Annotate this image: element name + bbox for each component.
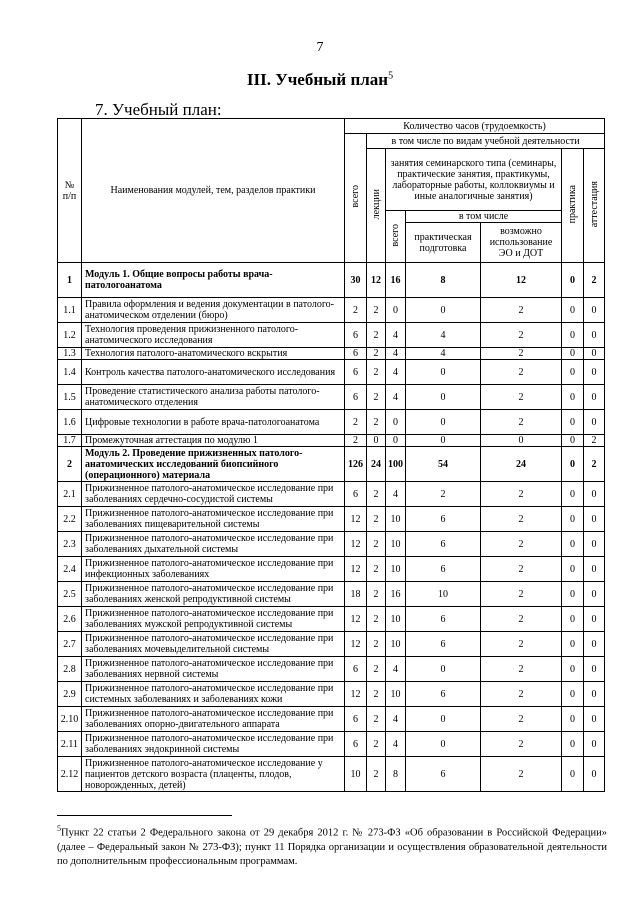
row-practical: 0 bbox=[406, 435, 481, 447]
table-row bbox=[58, 607, 605, 632]
row-distance: 2 bbox=[481, 410, 562, 435]
row-attestation: 0 bbox=[584, 385, 605, 410]
row-practice: 0 bbox=[562, 707, 584, 732]
row-lectures: 2 bbox=[367, 732, 386, 757]
row-total: 12 bbox=[345, 682, 367, 707]
row-seminar-total: 4 bbox=[386, 707, 406, 732]
footnote-marker: 5 bbox=[57, 824, 61, 833]
row-lectures: 2 bbox=[367, 298, 386, 323]
row-seminar-total: 10 bbox=[386, 507, 406, 532]
row-practice: 0 bbox=[562, 435, 584, 447]
row-name: Прижизненное патолого-анатомическое исследование при заболеваниях женской репродуктивной системы bbox=[82, 582, 345, 607]
row-num: 2 bbox=[58, 447, 82, 482]
row-num: 2.1 bbox=[58, 482, 82, 507]
row-lectures: 2 bbox=[367, 632, 386, 657]
row-name: Прижизненное патолого-анатомическое исследование при заболеваниях эндокринной системы bbox=[82, 732, 345, 757]
row-practical: 10 bbox=[406, 582, 481, 607]
row-attestation: 0 bbox=[584, 757, 605, 792]
header-num: № п/п bbox=[58, 119, 82, 263]
row-practice: 0 bbox=[562, 682, 584, 707]
row-seminar-total: 10 bbox=[386, 532, 406, 557]
row-name: Прижизненное патолого-анатомическое исследование при заболеваниях мочевыделительной системы bbox=[82, 632, 345, 657]
row-seminar-total: 4 bbox=[386, 323, 406, 348]
row-seminar-total: 4 bbox=[386, 385, 406, 410]
row-num: 1 bbox=[58, 263, 82, 298]
row-practice: 0 bbox=[562, 582, 584, 607]
row-distance: 2 bbox=[481, 607, 562, 632]
row-practice: 0 bbox=[562, 532, 584, 557]
row-num: 1.4 bbox=[58, 360, 82, 385]
row-distance: 2 bbox=[481, 323, 562, 348]
row-name: Прижизненное патолого-анатомическое исследование при заболеваниях дыхательной системы bbox=[82, 532, 345, 557]
row-name: Прижизненное патолого-анатомическое исследование при инфекционных заболеваниях bbox=[82, 557, 345, 582]
header-distance: возможно использование ЭО и ДОТ bbox=[481, 223, 562, 263]
row-seminar-total: 4 bbox=[386, 482, 406, 507]
row-practice: 0 bbox=[562, 557, 584, 582]
row-seminar-total: 4 bbox=[386, 348, 406, 360]
table-row bbox=[58, 757, 605, 792]
row-name: Прижизненное патолого-анатомическое исследование при заболеваниях опорно-двигательного аппарата bbox=[82, 707, 345, 732]
row-total: 2 bbox=[345, 435, 367, 447]
footnote bbox=[57, 822, 607, 869]
table-row bbox=[58, 348, 605, 360]
row-practice: 0 bbox=[562, 732, 584, 757]
header-total: всего bbox=[345, 134, 367, 263]
table-row bbox=[58, 532, 605, 557]
row-name: Правила оформления и ведения документации в патолого-анатомическом отделении (бюро) bbox=[82, 298, 345, 323]
row-num: 2.9 bbox=[58, 682, 82, 707]
row-distance: 0 bbox=[481, 435, 562, 447]
row-practice: 0 bbox=[562, 757, 584, 792]
row-num: 1.3 bbox=[58, 348, 82, 360]
row-seminar-total: 16 bbox=[386, 582, 406, 607]
table-row bbox=[58, 507, 605, 532]
row-lectures: 2 bbox=[367, 323, 386, 348]
row-practice: 0 bbox=[562, 410, 584, 435]
row-practice: 0 bbox=[562, 385, 584, 410]
row-name: Контроль качества патолого-анатомического исследования bbox=[82, 360, 345, 385]
row-attestation: 0 bbox=[584, 682, 605, 707]
row-total: 6 bbox=[345, 360, 367, 385]
row-name: Технология патолого-анатомического вскрытия bbox=[82, 348, 345, 360]
row-practice: 0 bbox=[562, 447, 584, 482]
row-total: 12 bbox=[345, 607, 367, 632]
row-practical: 8 bbox=[406, 263, 481, 298]
row-num: 2.4 bbox=[58, 557, 82, 582]
table-row bbox=[58, 298, 605, 323]
row-num: 1.6 bbox=[58, 410, 82, 435]
row-total: 6 bbox=[345, 482, 367, 507]
row-seminar-total: 4 bbox=[386, 360, 406, 385]
row-seminar-total: 0 bbox=[386, 298, 406, 323]
row-attestation: 0 bbox=[584, 482, 605, 507]
header-sem-total: всего bbox=[386, 211, 406, 263]
row-lectures: 2 bbox=[367, 682, 386, 707]
row-distance: 2 bbox=[481, 348, 562, 360]
row-total: 6 bbox=[345, 707, 367, 732]
row-lectures: 0 bbox=[367, 435, 386, 447]
row-attestation: 0 bbox=[584, 323, 605, 348]
row-lectures: 2 bbox=[367, 582, 386, 607]
row-num: 2.8 bbox=[58, 657, 82, 682]
row-lectures: 2 bbox=[367, 482, 386, 507]
module-row bbox=[58, 447, 605, 482]
row-practical: 6 bbox=[406, 607, 481, 632]
header-attestation: аттестация bbox=[584, 149, 605, 263]
row-attestation: 0 bbox=[584, 360, 605, 385]
header-seminar: занятия семинарского типа (семинары, практические занятия, практикумы, лабораторные работы, коллоквиумы и иные аналогичные занятия) bbox=[386, 149, 562, 211]
row-practice: 0 bbox=[562, 507, 584, 532]
row-seminar-total: 100 bbox=[386, 447, 406, 482]
row-total: 10 bbox=[345, 757, 367, 792]
table-row bbox=[58, 657, 605, 682]
row-attestation: 0 bbox=[584, 582, 605, 607]
row-attestation: 0 bbox=[584, 657, 605, 682]
row-attestation: 0 bbox=[584, 298, 605, 323]
row-attestation: 0 bbox=[584, 632, 605, 657]
table-body bbox=[58, 263, 605, 792]
row-attestation: 2 bbox=[584, 435, 605, 447]
row-distance: 2 bbox=[481, 532, 562, 557]
row-total: 12 bbox=[345, 632, 367, 657]
row-seminar-total: 10 bbox=[386, 607, 406, 632]
row-num: 2.11 bbox=[58, 732, 82, 757]
row-num: 1.7 bbox=[58, 435, 82, 447]
row-practical: 6 bbox=[406, 757, 481, 792]
row-name: Прижизненное патолого-анатомическое исследование при системных заболеваниях и заболеваниях кожи bbox=[82, 682, 345, 707]
row-distance: 12 bbox=[481, 263, 562, 298]
row-attestation: 0 bbox=[584, 532, 605, 557]
row-attestation: 0 bbox=[584, 410, 605, 435]
table-row bbox=[58, 482, 605, 507]
row-distance: 24 bbox=[481, 447, 562, 482]
row-total: 12 bbox=[345, 557, 367, 582]
row-name: Проведение статистического анализа работы патолого-анатомического отделения bbox=[82, 385, 345, 410]
row-practical: 0 bbox=[406, 385, 481, 410]
row-practical: 0 bbox=[406, 707, 481, 732]
footnote-divider bbox=[57, 815, 232, 816]
row-seminar-total: 4 bbox=[386, 732, 406, 757]
row-lectures: 2 bbox=[367, 707, 386, 732]
row-lectures: 12 bbox=[367, 263, 386, 298]
row-attestation: 0 bbox=[584, 732, 605, 757]
footnote-ref: 5 bbox=[388, 70, 394, 82]
row-practice: 0 bbox=[562, 263, 584, 298]
row-num: 2.6 bbox=[58, 607, 82, 632]
row-distance: 2 bbox=[481, 360, 562, 385]
row-name: Цифровые технологии в работе врача-патологоанатома bbox=[82, 410, 345, 435]
row-lectures: 2 bbox=[367, 410, 386, 435]
table-row bbox=[58, 323, 605, 348]
row-num: 2.3 bbox=[58, 532, 82, 557]
header-name: Наименования модулей, тем, разделов практики bbox=[82, 119, 345, 263]
row-num: 1.2 bbox=[58, 323, 82, 348]
table-row bbox=[58, 707, 605, 732]
row-practical: 4 bbox=[406, 348, 481, 360]
row-name: Модуль 2. Проведение прижизненных патолого-анатомических исследований биопсийного (операционного) материала bbox=[82, 447, 345, 482]
row-name: Прижизненное патолого-анатомическое исследование при заболеваниях пищеварительной системы bbox=[82, 507, 345, 532]
row-attestation: 0 bbox=[584, 607, 605, 632]
row-seminar-total: 10 bbox=[386, 682, 406, 707]
row-total: 2 bbox=[345, 298, 367, 323]
row-total: 12 bbox=[345, 507, 367, 532]
row-num: 2.12 bbox=[58, 757, 82, 792]
row-practice: 0 bbox=[562, 607, 584, 632]
row-attestation: 0 bbox=[584, 507, 605, 532]
row-attestation: 0 bbox=[584, 557, 605, 582]
row-practical: 0 bbox=[406, 732, 481, 757]
row-num: 2.2 bbox=[58, 507, 82, 532]
header-lectures: лекции bbox=[367, 149, 386, 263]
row-distance: 2 bbox=[481, 557, 562, 582]
row-total: 12 bbox=[345, 532, 367, 557]
row-attestation: 0 bbox=[584, 348, 605, 360]
row-distance: 2 bbox=[481, 757, 562, 792]
row-total: 6 bbox=[345, 732, 367, 757]
row-practice: 0 bbox=[562, 360, 584, 385]
row-practice: 0 bbox=[562, 632, 584, 657]
row-name: Прижизненное патолого-анатомическое исследование у пациентов детского возраста (плаценты, плодов, новорожденных, детей) bbox=[82, 757, 345, 792]
row-practical: 6 bbox=[406, 532, 481, 557]
row-num: 1.1 bbox=[58, 298, 82, 323]
row-practical: 6 bbox=[406, 632, 481, 657]
row-num: 2.10 bbox=[58, 707, 82, 732]
row-name: Прижизненное патолого-анатомическое исследование при заболеваниях мужской репродуктивной системы bbox=[82, 607, 345, 632]
row-practical: 6 bbox=[406, 557, 481, 582]
row-lectures: 2 bbox=[367, 385, 386, 410]
row-practical: 0 bbox=[406, 657, 481, 682]
header-hours: Количество часов (трудоемкость) bbox=[345, 119, 605, 134]
row-practical: 6 bbox=[406, 682, 481, 707]
row-distance: 2 bbox=[481, 707, 562, 732]
row-total: 2 bbox=[345, 410, 367, 435]
row-practical: 54 bbox=[406, 447, 481, 482]
row-name: Модуль 1. Общие вопросы работы врача-патологоанатома bbox=[82, 263, 345, 298]
row-practice: 0 bbox=[562, 323, 584, 348]
row-lectures: 2 bbox=[367, 607, 386, 632]
row-seminar-total: 10 bbox=[386, 557, 406, 582]
row-practice: 0 bbox=[562, 657, 584, 682]
table-row bbox=[58, 557, 605, 582]
row-lectures: 2 bbox=[367, 557, 386, 582]
row-seminar-total: 0 bbox=[386, 435, 406, 447]
row-lectures: 2 bbox=[367, 360, 386, 385]
row-total: 18 bbox=[345, 582, 367, 607]
row-num: 1.5 bbox=[58, 385, 82, 410]
row-distance: 2 bbox=[481, 507, 562, 532]
row-practice: 0 bbox=[562, 348, 584, 360]
row-distance: 2 bbox=[481, 582, 562, 607]
row-practical: 0 bbox=[406, 410, 481, 435]
table-header bbox=[58, 119, 605, 263]
header-incl: в том числе bbox=[406, 211, 562, 223]
row-seminar-total: 8 bbox=[386, 757, 406, 792]
table-row bbox=[58, 732, 605, 757]
row-distance: 2 bbox=[481, 732, 562, 757]
row-total: 30 bbox=[345, 263, 367, 298]
row-practical: 0 bbox=[406, 360, 481, 385]
row-seminar-total: 10 bbox=[386, 632, 406, 657]
row-practical: 6 bbox=[406, 507, 481, 532]
row-total: 126 bbox=[345, 447, 367, 482]
row-attestation: 2 bbox=[584, 447, 605, 482]
row-seminar-total: 16 bbox=[386, 263, 406, 298]
table-row bbox=[58, 435, 605, 447]
row-seminar-total: 0 bbox=[386, 410, 406, 435]
section-title-text: III. Учебный план bbox=[246, 70, 389, 89]
header-prep: практическая подготовка bbox=[406, 223, 481, 263]
row-lectures: 24 bbox=[367, 447, 386, 482]
row-lectures: 2 bbox=[367, 348, 386, 360]
row-total: 6 bbox=[345, 323, 367, 348]
row-distance: 2 bbox=[481, 657, 562, 682]
row-practical: 0 bbox=[406, 298, 481, 323]
row-practical: 2 bbox=[406, 482, 481, 507]
row-num: 2.5 bbox=[58, 582, 82, 607]
row-lectures: 2 bbox=[367, 532, 386, 557]
page-number: 7 bbox=[316, 40, 324, 55]
table-row bbox=[58, 632, 605, 657]
row-attestation: 0 bbox=[584, 707, 605, 732]
row-distance: 2 bbox=[481, 482, 562, 507]
section-title bbox=[0, 70, 640, 90]
row-lectures: 2 bbox=[367, 507, 386, 532]
table-row bbox=[58, 582, 605, 607]
row-lectures: 2 bbox=[367, 657, 386, 682]
row-practice: 0 bbox=[562, 482, 584, 507]
table-row bbox=[58, 682, 605, 707]
row-distance: 2 bbox=[481, 632, 562, 657]
row-seminar-total: 4 bbox=[386, 657, 406, 682]
curriculum-table bbox=[57, 118, 605, 792]
row-name: Промежуточная аттестация по модулю 1 bbox=[82, 435, 345, 447]
header-by-activity: в том числе по видам учебной деятельности bbox=[367, 134, 605, 149]
header-practice: практика bbox=[562, 149, 584, 263]
row-lectures: 2 bbox=[367, 757, 386, 792]
row-name: Прижизненное патолого-анатомическое исследование при заболеваниях нервной системы bbox=[82, 657, 345, 682]
row-practice: 0 bbox=[562, 298, 584, 323]
row-name: Технология проведения прижизненного патолого-анатомического исследования bbox=[82, 323, 345, 348]
row-total: 6 bbox=[345, 385, 367, 410]
row-distance: 2 bbox=[481, 682, 562, 707]
row-num: 2.7 bbox=[58, 632, 82, 657]
row-total: 6 bbox=[345, 348, 367, 360]
row-name: Прижизненное патолого-анатомическое исследование при заболеваниях сердечно-сосудистой системы bbox=[82, 482, 345, 507]
row-attestation: 2 bbox=[584, 263, 605, 298]
row-total: 6 bbox=[345, 657, 367, 682]
table-row bbox=[58, 385, 605, 410]
module-row bbox=[58, 263, 605, 298]
table-row bbox=[58, 410, 605, 435]
footnote-text: Пункт 22 статьи 2 Федерального закона от 29 декабря 2012 г. № 273-ФЗ «Об образовании в Российской Федерации» (далее – Федеральный закон № 273-ФЗ); пункт 11 Порядка организации и осуществления образовательной деятельности по дополнительным профессиональным программам. bbox=[57, 827, 607, 867]
table-row bbox=[58, 360, 605, 385]
row-practical: 4 bbox=[406, 323, 481, 348]
table-caption: 7. Учебный план: bbox=[95, 100, 222, 119]
row-distance: 2 bbox=[481, 385, 562, 410]
row-distance: 2 bbox=[481, 298, 562, 323]
